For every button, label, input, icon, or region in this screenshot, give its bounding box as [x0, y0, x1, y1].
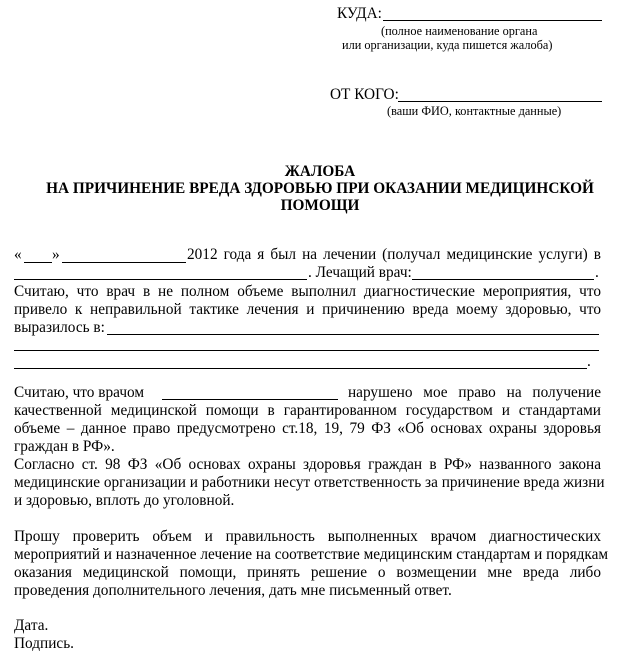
quote-close: »	[52, 246, 60, 263]
to-label: КУДА:	[337, 5, 382, 22]
para3-line-4: граждан в РФ».	[14, 438, 115, 455]
title-line-3: ПОМОЩИ	[280, 197, 360, 214]
para2-line-1: Считаю, что врач в не полном объеме выполнил диагностические мероприятия, что	[14, 283, 601, 300]
expressed-field-line-1[interactable]	[107, 334, 599, 335]
doctor-label: . Лечащий врач:	[308, 264, 412, 281]
para3-line-1-end: нарушено мое право на получение	[348, 384, 601, 401]
para4-line-3: и здоровью, вплоть до уголовной.	[14, 492, 235, 509]
to-field-line[interactable]	[383, 20, 602, 21]
facility-field-line[interactable]	[14, 279, 307, 280]
from-hint: (ваши ФИО, контактные данные)	[387, 104, 562, 118]
para5-line-4: проведения дополнительного лечения, дать мне письменный ответ.	[14, 582, 452, 599]
expressed-field-line-2[interactable]	[14, 350, 599, 351]
title-line-1: ЖАЛОБА	[284, 163, 356, 180]
para4-line-2: медицинские организации и работники несут ответственность за причинение вреда жизни	[14, 474, 605, 491]
para3-line-2: качественной медицинской помощи в гарантированном государством и стандартами	[14, 402, 601, 419]
signature-label: Подпись.	[14, 635, 74, 652]
para5-line-3: оказания медицинской помощи, принять решение о возмещении мне вреда либо	[14, 564, 601, 581]
para5-line-1: Прошу проверить объем и правильность выполненных врачом диагностических	[14, 528, 601, 545]
to-hint-line-1: (полное наименование органа	[381, 24, 538, 38]
doctor-period: .	[595, 264, 599, 281]
treatment-year-text: 2012 года я был на лечении (получал медицинские услуги) в	[187, 246, 601, 263]
from-field-line[interactable]	[398, 101, 602, 102]
para5-line-2: мероприятий и назначенное лечение на соответствие медицинским стандартам и порядкам	[14, 546, 609, 563]
para2-line-2: привело к неправильной тактике лечения и причинению вреда моему здоровью, что	[14, 301, 601, 318]
para2-expressed-label: выразилось в:	[14, 319, 105, 336]
day-field-line[interactable]	[24, 262, 52, 263]
para4-line-1: Согласно ст. 98 ФЗ «Об основах охраны здоровья граждан в РФ» названного закона	[14, 456, 601, 473]
title-line-2: НА ПРИЧИНЕНИЕ ВРЕДА ЗДОРОВЬЮ ПРИ ОКАЗАНИИ МЕДИЦИНСКОЙ	[46, 180, 594, 197]
doctor-name-field-line[interactable]	[162, 399, 338, 400]
from-label: ОТ КОГО:	[330, 86, 399, 103]
date-label: Дата.	[14, 617, 49, 634]
para3-line-1-start: Считаю, что врачом	[14, 384, 145, 401]
month-field-line[interactable]	[62, 262, 186, 263]
expressed-field-line-3[interactable]	[14, 368, 587, 369]
expressed-period: .	[587, 353, 591, 370]
doctor-field-line[interactable]	[412, 279, 594, 280]
to-hint-line-2: или организации, куда пишется жалоба)	[342, 38, 553, 52]
quote-open: «	[14, 246, 22, 263]
para3-line-3: объеме – данное право предусмотрено ст.18, 19, 79 ФЗ «Об основах охраны здоровья	[14, 420, 601, 437]
